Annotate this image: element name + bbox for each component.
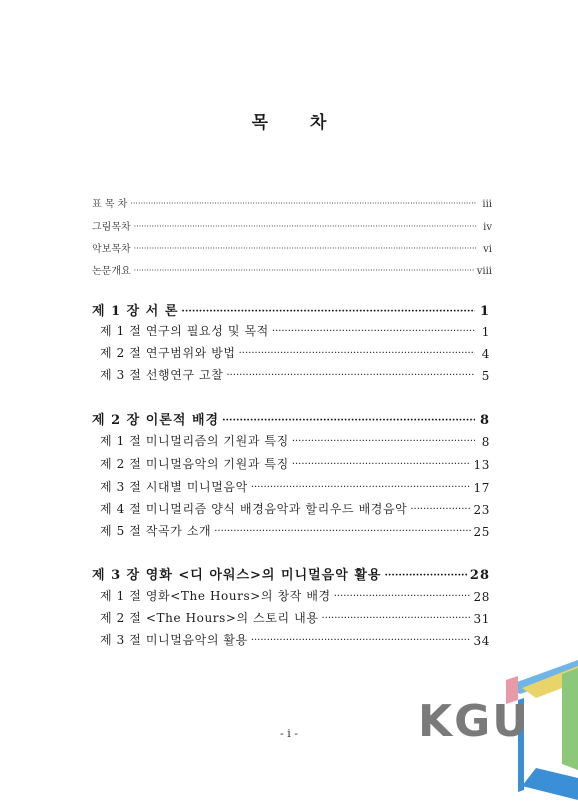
toc-page: 8	[479, 413, 490, 428]
toc-label: 제 2 절 <The Hours>의 스토리 내용	[100, 611, 319, 625]
toc-entry[interactable]	[92, 196, 492, 210]
toc-page: 23	[473, 503, 490, 517]
toc-section[interactable]	[92, 366, 490, 383]
toc-label: 제 5 절 작곡가 소개	[100, 524, 212, 538]
toc-page: viii	[476, 266, 492, 277]
toc-section[interactable]	[92, 432, 490, 449]
toc-label: 제 1 장 서 론	[92, 304, 179, 319]
leader-dots	[251, 634, 471, 648]
toc-section[interactable]	[92, 500, 490, 517]
toc-page: 28	[473, 590, 490, 604]
toc-label: 제 3 절 선행연구 고찰	[100, 368, 224, 382]
toc-page: iii	[482, 199, 492, 210]
leader-dots	[222, 414, 475, 428]
toc-section[interactable]	[92, 322, 490, 339]
toc-section[interactable]	[92, 609, 490, 626]
leader-dots	[322, 612, 471, 626]
toc-section[interactable]	[92, 631, 490, 648]
toc-section[interactable]	[92, 522, 490, 539]
toc-label: 제 1 절 연구의 필요성 및 목적	[100, 324, 269, 338]
toc-entry[interactable]	[92, 219, 492, 233]
toc-entry[interactable]	[92, 241, 492, 255]
toc-label: 논문개요	[92, 266, 131, 277]
leader-dots	[134, 221, 477, 233]
leader-dots	[134, 243, 477, 255]
page-number: - i -	[280, 727, 298, 740]
toc-section[interactable]	[92, 478, 490, 495]
leader-dots	[251, 481, 471, 495]
leader-dots	[226, 369, 475, 383]
leader-dots	[334, 590, 471, 604]
toc-page: 34	[473, 634, 490, 648]
toc-page: vi	[483, 244, 492, 255]
toc-label: 표 목 차	[92, 199, 128, 210]
logo-text: KGU	[418, 696, 530, 747]
toc-label: 제 3 절 시대별 미니멀음악	[100, 480, 248, 494]
toc-section[interactable]	[92, 587, 490, 604]
toc-label: 제 2 장 이론적 배경	[92, 413, 220, 428]
leader-dots	[134, 265, 474, 277]
leader-dots	[214, 525, 470, 539]
toc-chapter[interactable]	[92, 301, 490, 319]
toc-page: 4	[481, 347, 490, 361]
toc-label: 제 2 절 연구범위와 방법	[100, 346, 236, 360]
toc-label: 제 1 절 영화<The Hours>의 창작 배경	[100, 589, 331, 603]
toc-chapter[interactable]	[92, 565, 490, 583]
toc-page: iv	[483, 222, 492, 233]
leader-dots	[292, 458, 471, 472]
leader-dots	[239, 347, 475, 361]
toc-page: 28	[469, 568, 490, 583]
leader-dots	[410, 503, 470, 517]
toc-section[interactable]	[92, 344, 490, 361]
toc-page: 17	[473, 481, 490, 495]
toc-page: 25	[473, 525, 490, 539]
toc-label: 제 4 절 미니멀리즘 양식 배경음악과 할리우드 배경음악	[100, 502, 408, 516]
page-title: 목 차	[251, 113, 345, 133]
leader-dots	[292, 435, 475, 449]
leader-dots	[272, 325, 475, 339]
toc-section[interactable]	[92, 455, 490, 472]
toc-entry[interactable]	[92, 263, 492, 277]
toc-page: 8	[481, 435, 490, 449]
toc-page: 1	[479, 304, 490, 319]
toc-label: 제 1 절 미니멀리즘의 기원과 특징	[100, 434, 289, 448]
leader-dots	[181, 305, 475, 319]
toc-label: 악보목차	[92, 244, 131, 255]
toc-page: 13	[473, 458, 490, 472]
leader-dots	[130, 198, 477, 210]
toc-label: 제 2 절 미니멀음악의 기원과 특징	[100, 457, 289, 471]
toc-page: 5	[481, 369, 490, 383]
toc-chapter[interactable]	[92, 410, 490, 428]
kgu-logo	[412, 660, 578, 800]
toc-page: 1	[481, 325, 490, 339]
toc-label: 그림목차	[92, 222, 131, 233]
leader-dots	[384, 569, 466, 583]
toc-page: 31	[473, 612, 490, 626]
toc-label: 제 3 절 미니멀음악의 활용	[100, 633, 248, 647]
toc-label: 제 3 장 영화 <디 아워스>의 미니멀음악 활용	[92, 568, 382, 583]
